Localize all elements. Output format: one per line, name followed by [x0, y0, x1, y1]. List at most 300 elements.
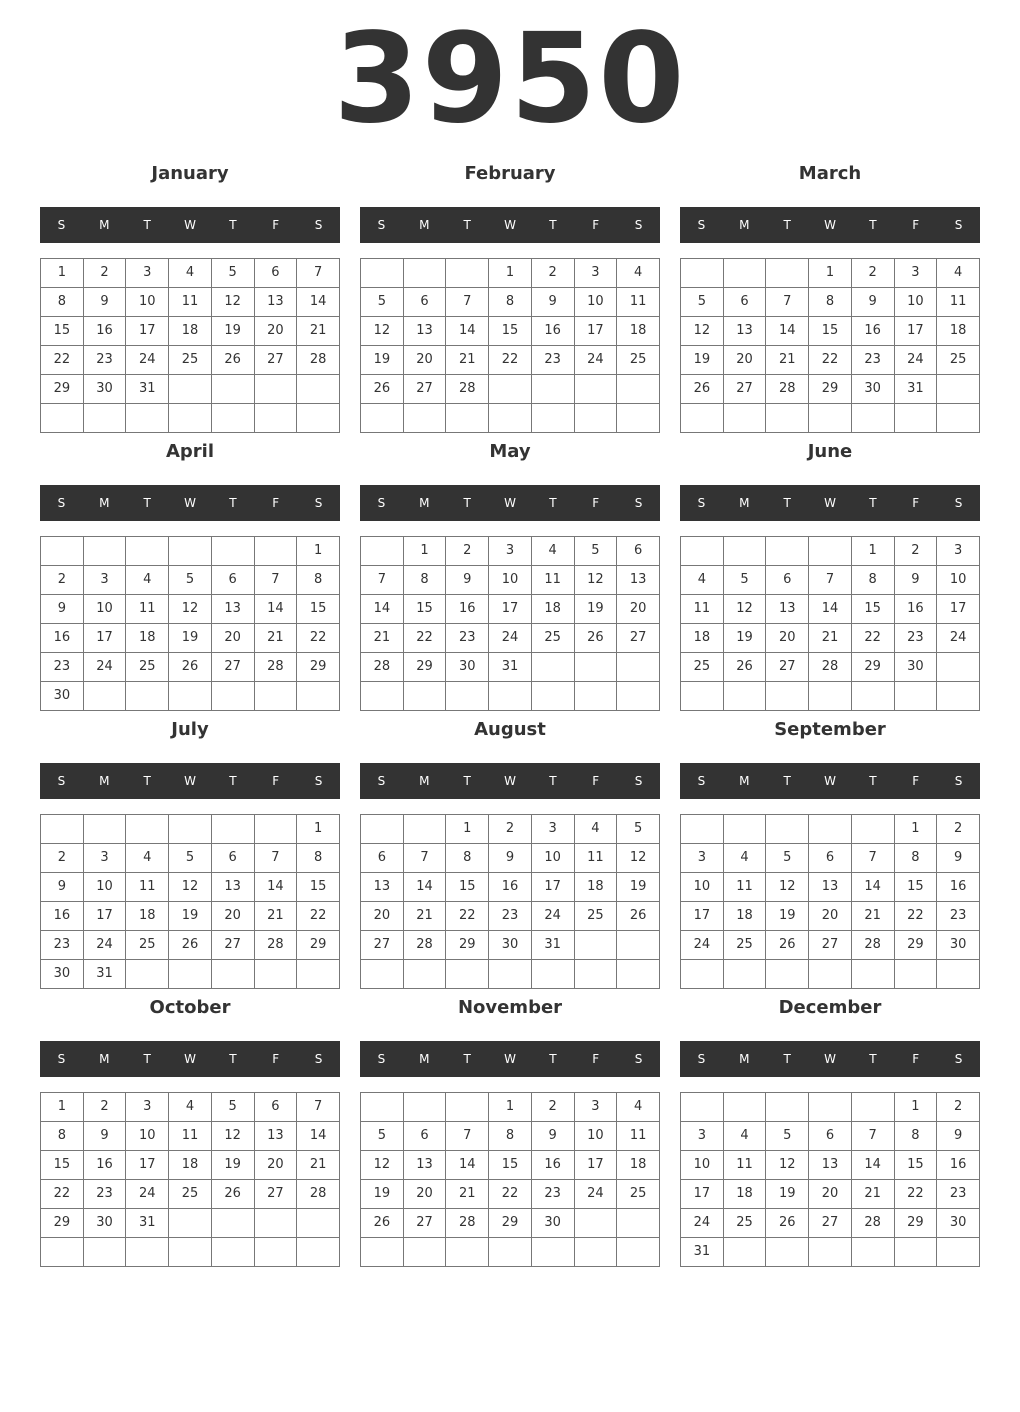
day-cell: 28: [851, 931, 894, 960]
day-cell: 18: [617, 317, 660, 346]
empty-day-cell: [723, 1238, 766, 1267]
weekday-label: S: [57, 218, 66, 232]
day-cell: 28: [254, 931, 297, 960]
day-cell: 24: [937, 624, 980, 653]
day-cell: 11: [531, 566, 574, 595]
empty-day-cell: [489, 375, 532, 404]
day-cell: 14: [297, 288, 340, 317]
weekday-header: [40, 763, 340, 799]
week-row: [41, 404, 340, 433]
day-cell: 27: [617, 624, 660, 653]
empty-day-cell: [809, 537, 852, 566]
empty-day-cell: [297, 375, 340, 404]
day-cell: 31: [83, 960, 126, 989]
week-row: [681, 902, 980, 931]
empty-day-cell: [41, 815, 84, 844]
empty-day-cell: [766, 682, 809, 711]
weekday-label: T: [143, 1052, 151, 1066]
day-cell: 17: [681, 1180, 724, 1209]
day-cell: 12: [211, 288, 254, 317]
weekday-label: F: [912, 218, 920, 232]
day-cell: 4: [126, 844, 169, 873]
day-cell: 26: [681, 375, 724, 404]
day-cell: 20: [254, 317, 297, 346]
day-cell: 19: [681, 346, 724, 375]
week-row: [681, 375, 980, 404]
day-cell: 29: [297, 931, 340, 960]
empty-day-cell: [489, 960, 532, 989]
empty-day-cell: [126, 537, 169, 566]
weekday-label: W: [504, 774, 516, 788]
week-row: [681, 288, 980, 317]
day-cell: 24: [126, 346, 169, 375]
week-row: [41, 537, 340, 566]
day-cell: 27: [211, 653, 254, 682]
day-cell: 27: [809, 931, 852, 960]
week-row: [41, 960, 340, 989]
weekday-label: T: [143, 774, 151, 788]
day-cell: 6: [809, 844, 852, 873]
week-row: [361, 815, 660, 844]
weekday-label: T: [463, 1052, 471, 1066]
day-cell: 1: [809, 259, 852, 288]
day-cell: 2: [446, 537, 489, 566]
day-cell: 4: [937, 259, 980, 288]
empty-day-cell: [126, 682, 169, 711]
weekday-label: S: [377, 218, 386, 232]
day-cell: 19: [211, 1151, 254, 1180]
day-cell: 11: [723, 1151, 766, 1180]
empty-day-cell: [361, 1238, 404, 1267]
day-cell: 7: [766, 288, 809, 317]
day-cell: 19: [361, 1180, 404, 1209]
empty-day-cell: [403, 960, 446, 989]
day-grid: [360, 536, 660, 711]
day-cell: 4: [531, 537, 574, 566]
weekday-label: T: [229, 496, 237, 510]
day-cell: 26: [169, 653, 212, 682]
month-name: October: [149, 997, 231, 1018]
weekday-label: T: [869, 1052, 877, 1066]
empty-day-cell: [617, 1238, 660, 1267]
day-cell: 10: [681, 1151, 724, 1180]
month-name: August: [474, 719, 546, 740]
week-row: [41, 1122, 340, 1151]
day-cell: 9: [851, 288, 894, 317]
day-cell: 20: [809, 1180, 852, 1209]
weekday-label: T: [463, 496, 471, 510]
day-cell: 2: [489, 815, 532, 844]
day-cell: 16: [531, 317, 574, 346]
day-cell: 13: [809, 873, 852, 902]
day-cell: 28: [766, 375, 809, 404]
day-cell: 16: [41, 624, 84, 653]
day-cell: 5: [681, 288, 724, 317]
week-row: [681, 653, 980, 682]
weekday-label: S: [314, 774, 323, 788]
day-cell: 16: [41, 902, 84, 931]
day-cell: 30: [937, 1209, 980, 1238]
week-row: [361, 288, 660, 317]
day-cell: 31: [531, 931, 574, 960]
day-cell: 30: [937, 931, 980, 960]
day-cell: 1: [489, 1093, 532, 1122]
day-cell: 17: [574, 317, 617, 346]
week-row: [41, 595, 340, 624]
day-cell: 6: [211, 844, 254, 873]
empty-day-cell: [574, 653, 617, 682]
weekday-label: W: [504, 218, 516, 232]
day-cell: 7: [446, 1122, 489, 1151]
day-cell: 14: [254, 595, 297, 624]
day-cell: 14: [851, 873, 894, 902]
day-cell: 21: [851, 1180, 894, 1209]
weekday-label: S: [57, 1052, 66, 1066]
weekday-header: [680, 763, 980, 799]
day-cell: 7: [297, 1093, 340, 1122]
weekday-label: M: [99, 1052, 110, 1066]
day-cell: 3: [681, 1122, 724, 1151]
day-cell: 19: [617, 873, 660, 902]
day-cell: 28: [809, 653, 852, 682]
week-row: [41, 346, 340, 375]
day-cell: 27: [254, 1180, 297, 1209]
weekday-label: F: [912, 774, 920, 788]
week-row: [41, 682, 340, 711]
week-row: [41, 1180, 340, 1209]
empty-day-cell: [361, 1093, 404, 1122]
weekday-label: W: [184, 218, 196, 232]
week-row: [361, 1180, 660, 1209]
empty-day-cell: [617, 931, 660, 960]
week-row: [361, 537, 660, 566]
day-cell: 5: [169, 566, 212, 595]
day-cell: 25: [723, 1209, 766, 1238]
day-cell: 7: [851, 844, 894, 873]
empty-day-cell: [574, 682, 617, 711]
day-cell: 9: [894, 566, 937, 595]
day-cell: 6: [361, 844, 404, 873]
day-cell: 30: [41, 960, 84, 989]
empty-day-cell: [41, 537, 84, 566]
empty-day-cell: [766, 960, 809, 989]
empty-day-cell: [297, 682, 340, 711]
day-cell: 10: [126, 288, 169, 317]
day-cell: 9: [489, 844, 532, 873]
day-cell: 19: [766, 902, 809, 931]
day-cell: 1: [297, 537, 340, 566]
day-cell: 8: [403, 566, 446, 595]
day-cell: 15: [297, 595, 340, 624]
day-cell: 18: [169, 317, 212, 346]
day-cell: 2: [937, 815, 980, 844]
empty-day-cell: [531, 375, 574, 404]
empty-day-cell: [937, 1238, 980, 1267]
empty-day-cell: [766, 259, 809, 288]
week-row: [681, 844, 980, 873]
week-row: [361, 624, 660, 653]
empty-day-cell: [809, 404, 852, 433]
day-cell: 11: [937, 288, 980, 317]
empty-day-cell: [489, 682, 532, 711]
empty-day-cell: [531, 960, 574, 989]
day-cell: 3: [83, 566, 126, 595]
day-cell: 13: [617, 566, 660, 595]
day-cell: 24: [489, 624, 532, 653]
day-cell: 17: [681, 902, 724, 931]
day-cell: 17: [574, 1151, 617, 1180]
empty-day-cell: [574, 375, 617, 404]
weekday-label: S: [954, 1052, 963, 1066]
empty-day-cell: [211, 1209, 254, 1238]
day-cell: 6: [617, 537, 660, 566]
day-cell: 5: [766, 1122, 809, 1151]
day-cell: 23: [531, 346, 574, 375]
week-row: [41, 653, 340, 682]
week-row: [41, 1093, 340, 1122]
empty-day-cell: [83, 1238, 126, 1267]
weekday-label: M: [739, 1052, 750, 1066]
weekday-label: M: [99, 218, 110, 232]
day-cell: 22: [894, 1180, 937, 1209]
day-cell: 15: [446, 873, 489, 902]
day-cell: 19: [574, 595, 617, 624]
empty-day-cell: [41, 1238, 84, 1267]
day-grid: [40, 1092, 340, 1267]
empty-day-cell: [681, 1093, 724, 1122]
day-cell: 20: [723, 346, 766, 375]
empty-day-cell: [254, 375, 297, 404]
week-row: [361, 595, 660, 624]
week-row: [361, 1238, 660, 1267]
weekday-label: S: [314, 218, 323, 232]
day-cell: 11: [126, 873, 169, 902]
week-row: [681, 346, 980, 375]
empty-day-cell: [766, 404, 809, 433]
empty-day-cell: [361, 537, 404, 566]
weekday-label: T: [783, 774, 791, 788]
day-grid: [360, 814, 660, 989]
day-cell: 8: [894, 844, 937, 873]
weekday-label: M: [739, 218, 750, 232]
weekday-label: S: [697, 1052, 706, 1066]
week-row: [681, 1180, 980, 1209]
day-cell: 29: [894, 931, 937, 960]
day-cell: 22: [297, 624, 340, 653]
empty-day-cell: [617, 1209, 660, 1238]
weekday-label: W: [184, 774, 196, 788]
day-grid: [40, 536, 340, 711]
day-cell: 22: [41, 1180, 84, 1209]
empty-day-cell: [681, 537, 724, 566]
day-grid: [40, 814, 340, 989]
day-cell: 20: [809, 902, 852, 931]
day-cell: 31: [681, 1238, 724, 1267]
day-cell: 25: [723, 931, 766, 960]
empty-day-cell: [681, 960, 724, 989]
day-cell: 20: [361, 902, 404, 931]
empty-day-cell: [297, 960, 340, 989]
day-cell: 3: [574, 1093, 617, 1122]
day-cell: 16: [489, 873, 532, 902]
day-cell: 2: [83, 259, 126, 288]
day-cell: 29: [894, 1209, 937, 1238]
weekday-header: [680, 207, 980, 243]
day-cell: 30: [446, 653, 489, 682]
day-cell: 17: [126, 317, 169, 346]
empty-day-cell: [403, 404, 446, 433]
day-cell: 24: [894, 346, 937, 375]
weekday-label: S: [57, 774, 66, 788]
day-cell: 17: [489, 595, 532, 624]
empty-day-cell: [851, 960, 894, 989]
weekday-label: W: [824, 496, 836, 510]
day-cell: 1: [403, 537, 446, 566]
weekday-label: S: [954, 218, 963, 232]
weekday-header: [40, 207, 340, 243]
day-cell: 13: [766, 595, 809, 624]
week-row: [361, 317, 660, 346]
week-row: [681, 595, 980, 624]
empty-day-cell: [723, 1093, 766, 1122]
week-row: [361, 931, 660, 960]
week-row: [361, 1093, 660, 1122]
weekday-label: T: [229, 218, 237, 232]
day-cell: 26: [361, 1209, 404, 1238]
week-row: [361, 346, 660, 375]
day-cell: 19: [169, 624, 212, 653]
day-cell: 8: [489, 288, 532, 317]
weekday-label: T: [783, 218, 791, 232]
empty-day-cell: [531, 1238, 574, 1267]
weekday-label: W: [504, 496, 516, 510]
day-cell: 23: [894, 624, 937, 653]
day-cell: 1: [894, 1093, 937, 1122]
day-cell: 8: [41, 1122, 84, 1151]
empty-day-cell: [169, 815, 212, 844]
day-cell: 18: [531, 595, 574, 624]
day-cell: 1: [851, 537, 894, 566]
day-cell: 12: [169, 873, 212, 902]
empty-day-cell: [403, 259, 446, 288]
day-cell: 9: [531, 288, 574, 317]
day-cell: 31: [126, 1209, 169, 1238]
week-row: [361, 259, 660, 288]
empty-day-cell: [851, 1238, 894, 1267]
day-cell: 21: [403, 902, 446, 931]
day-cell: 7: [297, 259, 340, 288]
empty-day-cell: [254, 960, 297, 989]
day-cell: 9: [446, 566, 489, 595]
empty-day-cell: [297, 1209, 340, 1238]
day-cell: 3: [126, 1093, 169, 1122]
day-cell: 14: [297, 1122, 340, 1151]
day-cell: 2: [531, 259, 574, 288]
week-row: [41, 375, 340, 404]
day-cell: 31: [894, 375, 937, 404]
day-cell: 25: [531, 624, 574, 653]
day-cell: 2: [531, 1093, 574, 1122]
empty-day-cell: [723, 682, 766, 711]
weekday-label: S: [314, 1052, 323, 1066]
day-grid: [680, 536, 980, 711]
day-cell: 6: [766, 566, 809, 595]
day-cell: 5: [211, 1093, 254, 1122]
day-cell: 26: [361, 375, 404, 404]
weekday-label: S: [634, 496, 643, 510]
day-cell: 16: [446, 595, 489, 624]
day-grid: [40, 258, 340, 433]
weekday-label: S: [697, 496, 706, 510]
day-cell: 12: [361, 1151, 404, 1180]
day-cell: 22: [41, 346, 84, 375]
day-cell: 25: [617, 346, 660, 375]
day-cell: 21: [446, 346, 489, 375]
empty-day-cell: [574, 1238, 617, 1267]
weekday-label: T: [783, 1052, 791, 1066]
weekday-label: M: [739, 774, 750, 788]
day-cell: 14: [361, 595, 404, 624]
empty-day-cell: [83, 404, 126, 433]
day-cell: 27: [211, 931, 254, 960]
day-cell: 4: [169, 259, 212, 288]
month-name: May: [489, 441, 531, 462]
empty-day-cell: [254, 1209, 297, 1238]
empty-day-cell: [403, 815, 446, 844]
month-name: December: [778, 997, 882, 1018]
day-cell: 28: [446, 1209, 489, 1238]
day-cell: 5: [361, 288, 404, 317]
day-cell: 10: [574, 1122, 617, 1151]
weekday-label: F: [912, 496, 920, 510]
day-cell: 16: [894, 595, 937, 624]
day-cell: 15: [851, 595, 894, 624]
day-cell: 16: [83, 1151, 126, 1180]
day-cell: 25: [126, 931, 169, 960]
day-cell: 21: [297, 1151, 340, 1180]
day-cell: 18: [126, 624, 169, 653]
weekday-header: [40, 1041, 340, 1077]
empty-day-cell: [723, 815, 766, 844]
empty-day-cell: [681, 815, 724, 844]
week-row: [681, 566, 980, 595]
empty-day-cell: [851, 404, 894, 433]
day-cell: 11: [617, 288, 660, 317]
day-cell: 7: [361, 566, 404, 595]
day-cell: 17: [126, 1151, 169, 1180]
weekday-label: S: [377, 1052, 386, 1066]
day-cell: 6: [403, 1122, 446, 1151]
day-cell: 13: [211, 873, 254, 902]
day-cell: 20: [766, 624, 809, 653]
weekday-label: M: [419, 496, 430, 510]
empty-day-cell: [937, 653, 980, 682]
day-cell: 18: [723, 1180, 766, 1209]
empty-day-cell: [361, 259, 404, 288]
week-row: [41, 1238, 340, 1267]
weekday-header: [360, 207, 660, 243]
day-cell: 26: [617, 902, 660, 931]
day-cell: 5: [574, 537, 617, 566]
empty-day-cell: [617, 653, 660, 682]
empty-day-cell: [937, 960, 980, 989]
week-row: [41, 873, 340, 902]
day-cell: 18: [169, 1151, 212, 1180]
day-cell: 1: [489, 259, 532, 288]
day-cell: 16: [83, 317, 126, 346]
empty-day-cell: [851, 815, 894, 844]
day-cell: 9: [83, 1122, 126, 1151]
